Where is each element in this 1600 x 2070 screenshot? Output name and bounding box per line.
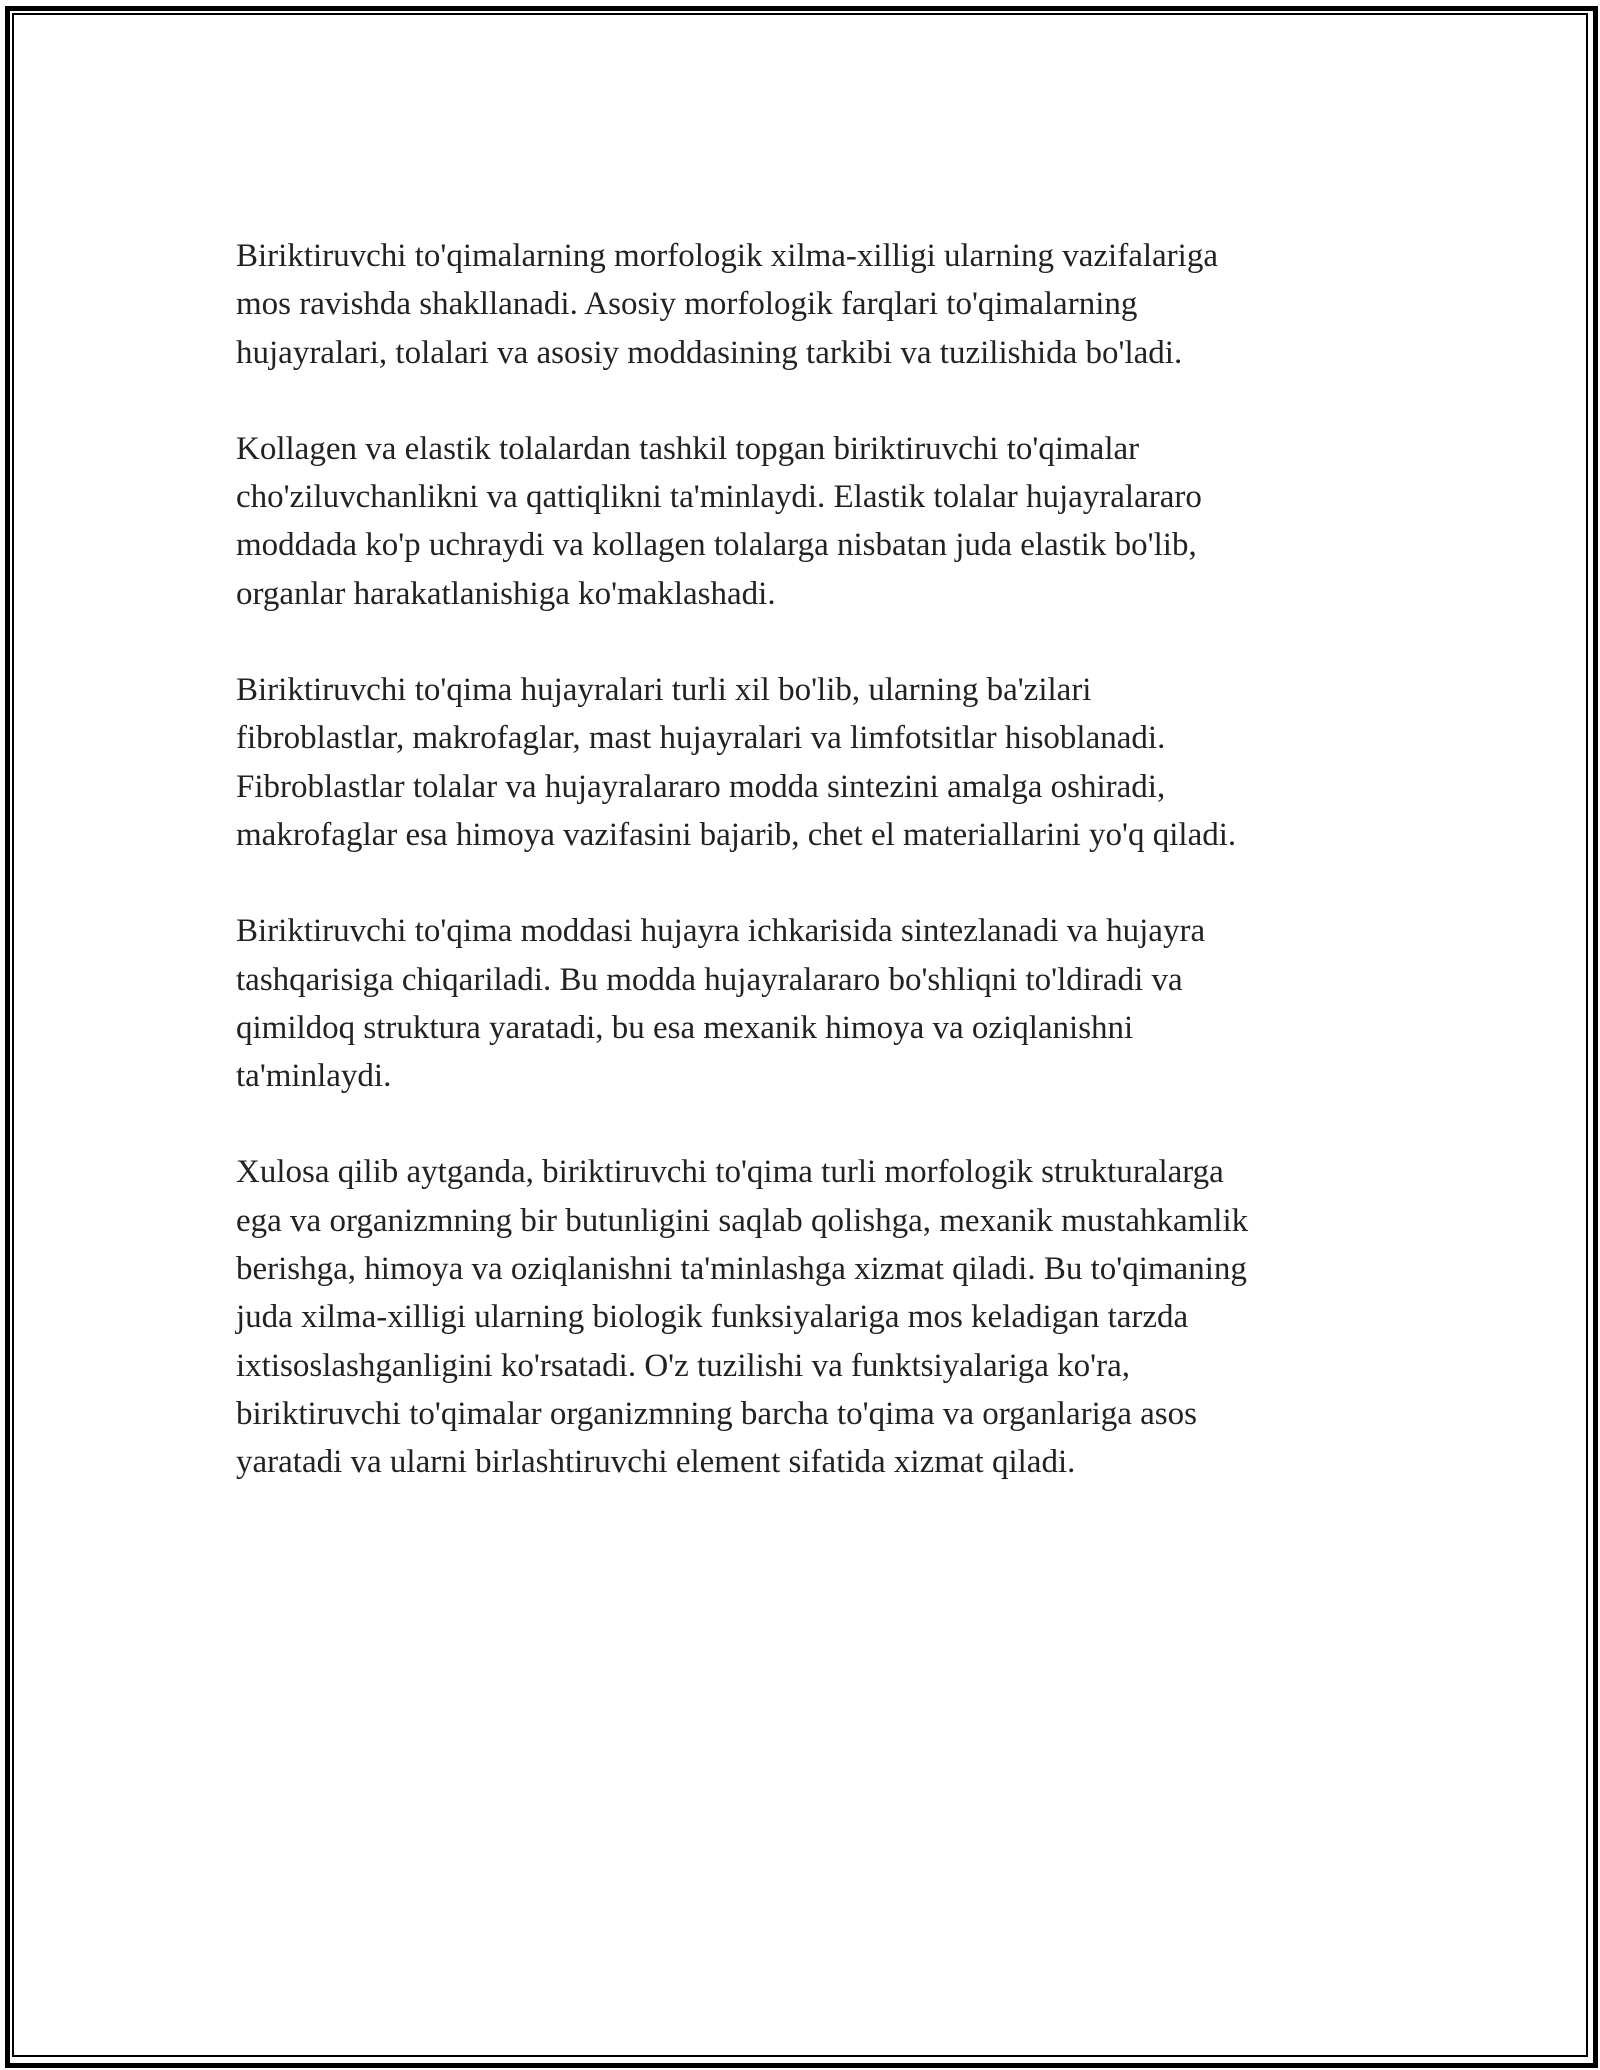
paragraph-2: Kollagen va elastik tolalardan tashkil topgan biriktiruvchi to'qimalar cho'ziluvchanlikni va qattiqlikni ta'minlaydi. Elastik tolalar hujayralararo moddada ko'p uchraydi va kollagen tolalarga nisbatan juda elastik bo'lib, organlar harakatlanishiga ko'maklashadi. bbox=[236, 430, 1202, 612]
paragraph-5: Xulosa qilib aytganda, biriktiruvchi to'qima turli morfologik strukturalarga ega va organizmning bir butunligini saqlab qolishga, mexanik mustahkamlik berishga, himoya va oziqlanishni ta'minlashga xizmat qiladi. Bu to'qimaning juda xilma-xilligi ularning biologik funksiyalariga mos keladigan tarzda ixtisoslashganligini ko'rsatadi. O'z tuzilishi va funktsiyalariga ko'ra, biriktiruvchi to'qimalar organizmning barcha to'qima va organlariga asos yaratadi va ularni birlashtiruvchi element sifatida xizmat qiladi. bbox=[236, 1154, 1249, 1481]
paragraph-1: Biriktiruvchi to'qimalarning morfologik xilma-xilligi ularning vazifalariga mos ravishda shakllanadi. Asosiy morfologik farqlari to'qimalarning hujayralari, tolalari va asosiy moddasining tarkibi va tuzilishida bo'ladi. bbox=[236, 238, 1218, 371]
paragraph-4: Biriktiruvchi to'qima moddasi hujayra ichkarisida sintezlanadi va hujayra tashqarisiga chiqariladi. Bu modda hujayralararo bo'shliqni to'ldiradi va qimildoq struktura yaratadi, bu esa mexanik himoya va oziqlanishni ta'minlaydi. bbox=[236, 913, 1206, 1095]
document-body bbox=[236, 232, 1386, 1535]
paragraph-3: Biriktiruvchi to'qima hujayralari turli xil bo'lib, ularning ba'zilari fibroblastlar, makrofaglar, mast hujayralari va limfotsitlar hisoblanadi. Fibroblastlar tolalar va hujayralararo modda sintezini amalga oshiradi, makrofaglar esa himoya vazifasini bajarib, chet el materiallarini yo'q qiladi. bbox=[236, 672, 1237, 853]
